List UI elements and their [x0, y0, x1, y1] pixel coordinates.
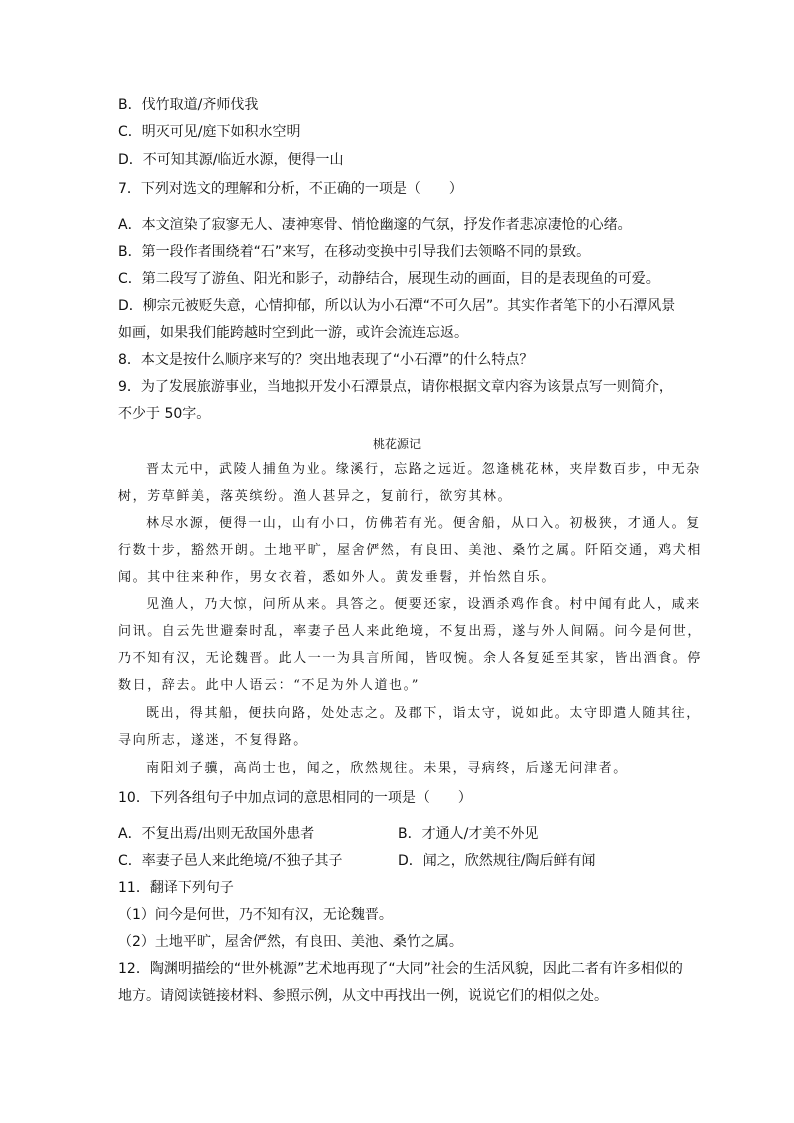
q11-sentence-2: （2）土地平旷，屋舍俨然，有良田、美池、桑竹之属。	[118, 934, 463, 950]
passage-p3-line1: 见渔人，乃大惊，问所从来。具答之。便要还家，设酒杀鸡作食。村中闻有此人，咸来	[146, 597, 701, 612]
q12-stem-line2: 地方。请阅读链接材料、参照示例，从文中再找出一例，说说它们的相似之处。	[118, 988, 608, 1004]
q9-stem-line2: 不少于 50字。	[118, 406, 211, 422]
passage-p2-line3: 闻。其中往来种作，男女衣着，悉如外人。黄发垂髫，并怡然自乐。	[118, 570, 557, 585]
passage-p2-line2: 行数十步，豁然开朗。土地平旷，屋舍俨然，有良田、美池、桑竹之属。阡陌交通，鸡犬相	[118, 543, 703, 558]
passage-p3-line4: 数日，辞去。此中人语云：“不足为外人道也。”	[118, 678, 420, 693]
q10-option-a: A．不复出焉/出则无敌国外患者	[118, 826, 315, 842]
q10-stem: 10．下列各组句子中加点词的意思相同的一项是（ ）	[118, 790, 472, 806]
q12-stem-line1: 12．陶渊明描绘的“世外桃源”艺术地再现了“大同”社会的生活风貌，因此二者有许多相似的	[118, 961, 683, 977]
passage-title: 桃花源记	[372, 437, 421, 451]
passage-p5-line1: 南阳刘子骥，高尚士也，闻之，欣然规往。未果，寻病终，后遂无问津者。	[146, 761, 628, 776]
q7-option-c: C．第二段写了游鱼、阳光和影子，动静结合，展现生动的画面，目的是表现鱼的可爱。	[118, 271, 660, 287]
passage-p4-line1: 既出，得其船，便扶向路，处处志之。及郡下，诣太守，说如此。太守即遣人随其往，	[146, 706, 701, 721]
q7-option-d-line1: D．柳宗元被贬失意，心情抑郁，所以认为小石潭“不可久居”。其实作者笔下的小石潭风景	[118, 298, 676, 314]
q6-option-c: C．明灭可见/庭下如积水空明	[118, 124, 301, 140]
q10-option-b: B．才通人/才美不外见	[398, 826, 539, 842]
q7-option-d-line2: 如画，如果我们能跨越时空到此一游，或许会流连忘返。	[118, 325, 468, 341]
q9-stem-line1: 9．为了发展旅游事业，当地拟开发小石潭景点，请你根据文章内容为该景点写一则简介，	[118, 379, 673, 395]
q7-option-a: A．本文渲染了寂寥无人、凄神寒骨、悄怆幽邃的气氛，抒发作者悲凉凄怆的心绪。	[118, 217, 632, 233]
passage-p3-line3: 乃不知有汉，无论魏晋。此人一一为具言所闻，皆叹惋。余人各复延至其家，皆出酒食。停	[118, 651, 703, 666]
passage-p1-line2: 树，芳草鲜美，落英缤纷。渔人甚异之，复前行，欲穷其林。	[118, 489, 513, 504]
q6-option-d: D．不可知其源/临近水源，便得一山	[118, 152, 344, 168]
q11-stem: 11．翻译下列句子	[118, 880, 234, 896]
q10-option-c: C．率妻子邑人来此绝境/不独子其子	[118, 853, 343, 869]
q6-option-b: B．伐竹取道/齐师伐我	[118, 97, 259, 113]
q7-stem: 7．下列对选文的理解和分析，不正确的一项是（ ）	[118, 181, 463, 197]
passage-p1-line1: 晋太元中，武陵人捕鱼为业。缘溪行，忘路之远近。忽逢桃花林，夹岸数百步，中无杂	[146, 462, 701, 477]
q8-stem: 8．本文是按什么顺序来写的？突出地表现了“小石潭”的什么特点？	[118, 352, 534, 368]
passage-p3-line2: 问讯。自云先世避秦时乱，率妻子邑人来此绝境，不复出焉，遂与外人间隔。问今是何世，	[118, 624, 703, 639]
q11-sentence-1: （1）问今是何世，乃不知有汉，无论魏晋。	[118, 907, 393, 923]
passage-p4-line2: 寻向所志，遂迷，不复得路。	[118, 733, 308, 748]
passage-p2-line1: 林尽水源，便得一山，山有小口，仿佛若有光。便舍船，从口入。初极狭，才通人。复	[146, 516, 701, 531]
q7-option-b: B．第一段作者围绕着“石”来写，在移动变换中引导我们去领略不同的景致。	[118, 244, 591, 260]
q10-option-d: D．闻之，欣然规往/陶后鲜有闻	[398, 853, 596, 869]
